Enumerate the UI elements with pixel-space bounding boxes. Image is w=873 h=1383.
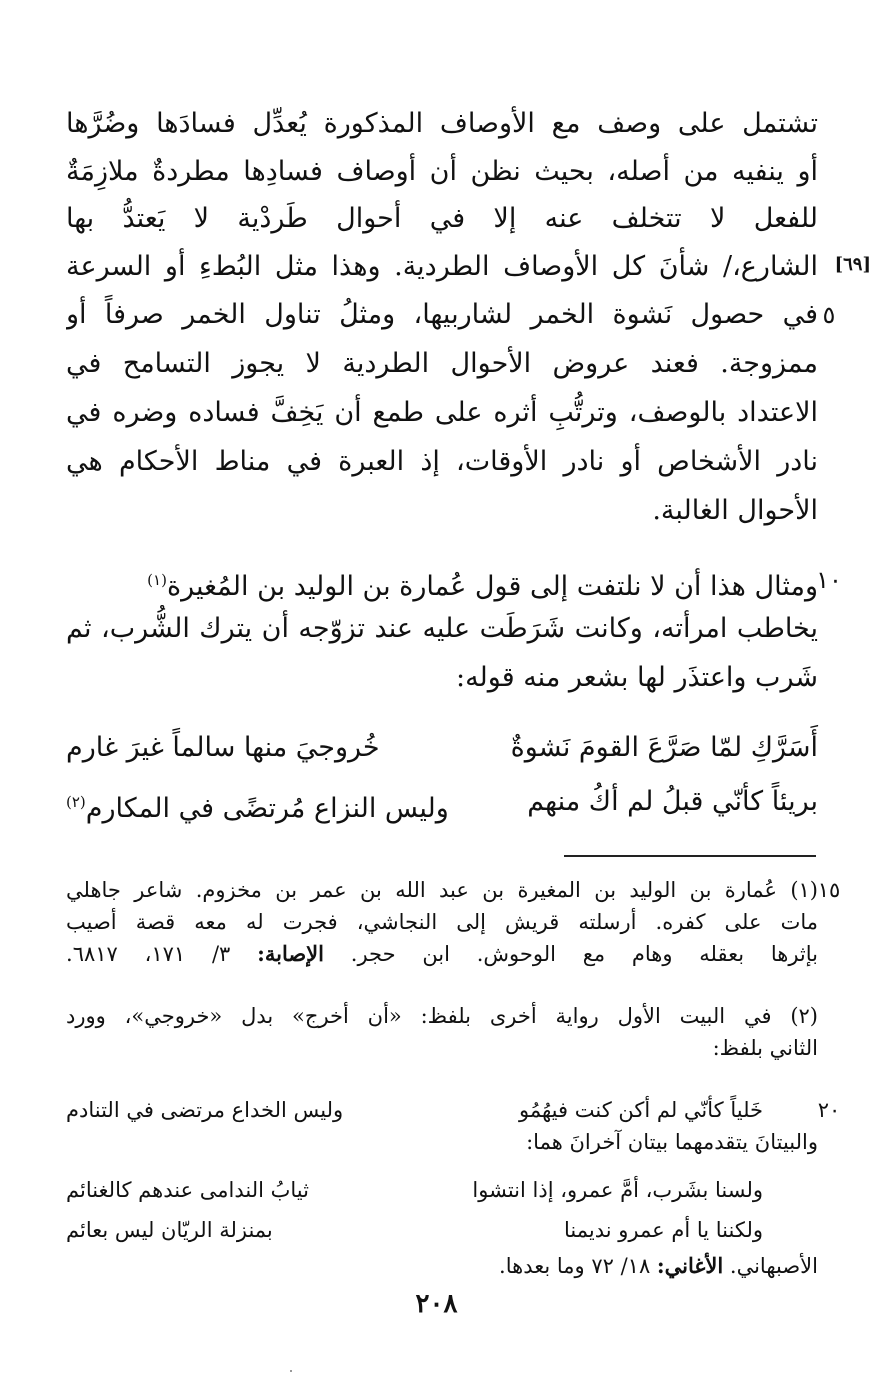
footnote-line: مات على كفره. أرسلته قريش إلى النجاشي، فجرت له معه قصة أصيب <box>66 910 818 934</box>
footnote-verse-line <box>66 1174 818 1206</box>
footnote-text: الأصبهاني. <box>729 1254 818 1278</box>
main-text-line: في حصول نَشوة الخمر لشاربيها، ومثلُ تناول الخمر صرفاً أو <box>66 299 818 330</box>
footnote-text: ١٨/ ٧٢ وما بعدها. <box>499 1254 651 1278</box>
line-number-15: ١٥ <box>817 878 841 902</box>
verse-hemistich: وليس الخداع مرتضى في التنادم <box>66 1098 344 1122</box>
verse-hemistich: خُروجيَ منها سالماً غيرَ غارم <box>66 732 380 763</box>
scan-artifact <box>290 1370 292 1372</box>
line-number-5: ٥ <box>822 301 836 329</box>
verse-hemistich: بريئاً كأنّي قبلُ لم أكُ منهم <box>527 786 818 817</box>
line-number-20: ٢٠ <box>817 1098 841 1122</box>
verse-hemistich: ولكننا يا أم عمرو نديمنا <box>564 1218 763 1242</box>
footnote-text: بإثرها بعقله وهام مع الوحوش. ابن حجر. <box>350 942 818 966</box>
footnote-line: (١) عُمارة بن الوليد بن المغيرة بن عبد الله بن عمر بن مخزوم. شاعر جاهلي <box>66 878 818 902</box>
verse-hemistich: خَلياً كأنّي لم أكن كنت فيهُمُو <box>519 1098 763 1122</box>
verse-line <box>66 722 818 774</box>
paragraph-line: شَرب واعتذَر لها بشعر منه قوله: <box>455 662 818 693</box>
footnote-ref: (٢) <box>66 793 86 811</box>
footnote-verse-line <box>66 1214 818 1246</box>
line-number-10: ١٠ <box>816 566 842 594</box>
verse-hemistich: أَسَرَّكِ لمّا صَرَّعَ القومَ نَشوةٌ <box>510 732 818 763</box>
page-number: ٢٠٨ <box>415 1289 458 1319</box>
verse-hemistich <box>66 776 449 835</box>
footnote-ref: (١) <box>147 571 167 589</box>
main-text-line: أو ينفيه من أصله، بحيث نظن أن أوصاف فسادِها مطردةٌ ملازِمَةٌ <box>66 156 818 187</box>
footnote-separator <box>564 855 816 857</box>
paragraph-line <box>66 556 818 604</box>
verse-text: وليس النزاع مُرتضًى في المكارم <box>85 793 449 824</box>
footnote-text: ٣/ ١٧١، ٦٨١٧. <box>66 942 231 966</box>
verse-hemistich: بمنزلة الريّان ليس بعائم <box>66 1218 273 1242</box>
main-text-line: ممزوجة. فعند عروض الأحوال الطردية لا يجوز التسامح في <box>66 348 818 379</box>
verse-hemistich: ولسنا بشَرب، أمَّ عمرو، إذا انتشوا <box>472 1178 763 1202</box>
main-text-line: نادر الأشخاص أو نادر الأوقات، إذ العبرة في مناط الأحكام هي <box>66 446 818 477</box>
paragraph-line: يخاطب امرأته، وكانت شَرَطَت عليه عند تزوّجه أن يترك الشُّرب، ثم <box>66 613 818 644</box>
footnote-line <box>66 1250 818 1282</box>
footnote-line: الثاني بلفظ: <box>712 1036 818 1060</box>
footnote-verse-line <box>66 1094 818 1126</box>
verse-hemistich: ثيابُ الندامى عندهم كالغنائم <box>66 1178 309 1202</box>
verse-line <box>66 776 818 828</box>
main-text-line: الأحوال الغالبة. <box>652 495 818 526</box>
footnote-line <box>66 938 818 970</box>
source-title: الأغاني: <box>656 1253 724 1278</box>
footnote-line: (٢) في البيت الأول رواية أخرى بلفظ: «أن أخرج» بدل «خروجي»، وورد <box>66 1004 818 1028</box>
page-marker: [٦٩] <box>834 254 871 275</box>
source-title: الإصابة: <box>257 941 324 966</box>
paragraph-text: ومثال هذا أن لا نلتفت إلى قول عُمارة بن الوليد بن المُغيرة <box>166 571 818 602</box>
footnote-line: والبيتانَ يتقدمهما بيتان آخرانَ هما: <box>526 1130 818 1154</box>
main-text-line: الاعتداد بالوصف، وترتُّبِ أثره على طمع أن يَخِفَّ فساده وضره في <box>66 397 818 428</box>
main-text-line: للفعل لا تتخلف عنه إلا في أحوال طَردْية لا يَعتدُّ بها <box>66 203 818 234</box>
main-text-line: تشتمل على وصف مع الأوصاف المذكورة يُعدِّل فسادَها وضُرَّها <box>66 108 818 139</box>
main-text-line: الشارع،/ شأنَ كل الأوصاف الطردية. وهذا مثل البُطءِ أو السرعة <box>66 251 818 282</box>
